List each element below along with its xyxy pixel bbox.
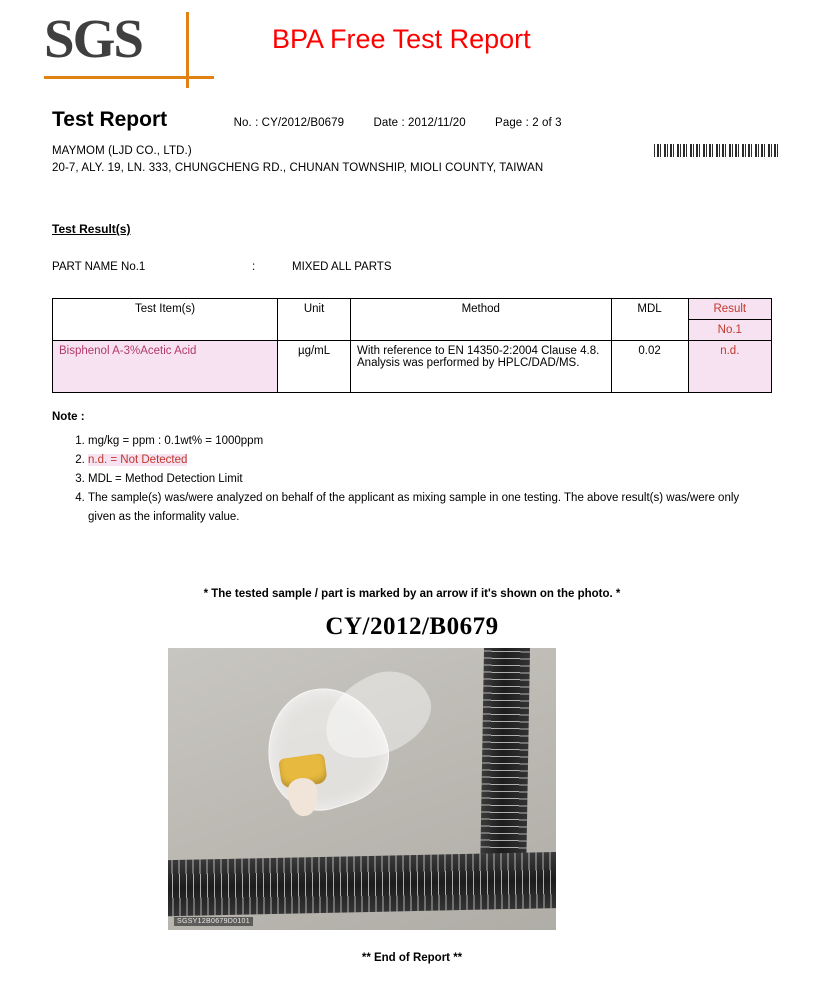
- notes-list: [66, 432, 766, 527]
- cell-test-item: Bisphenol A-3%Acetic Acid: [53, 341, 278, 393]
- note-text: MDL = Method Detection Limit: [88, 473, 243, 485]
- end-of-report: ** End of Report **: [361, 952, 463, 964]
- ruler-vertical-icon: [480, 648, 530, 884]
- client-company: MAYMOM (LJD CO., LTD.): [52, 145, 192, 157]
- banner-title: BPA Free Test Report: [272, 24, 531, 54]
- part-name-colon: :: [252, 261, 256, 273]
- note-text-highlighted: n.d. = Not Detected: [88, 454, 188, 466]
- part-name-value: MIXED ALL PARTS: [292, 261, 392, 273]
- page-header: [0, 0, 824, 92]
- list-item: [88, 432, 766, 451]
- client-address-block: [52, 143, 543, 177]
- col-header-method: Method: [351, 299, 612, 341]
- test-results-heading: Test Result(s): [52, 222, 131, 236]
- part-name-label: PART NAME No.1: [52, 261, 146, 273]
- col-subheader-result-no1: No.1: [688, 320, 771, 341]
- note-text: mg/kg = ppm : 0.1wt% = 1000ppm: [88, 435, 264, 447]
- col-header-test-item: Test Item(s): [53, 299, 278, 341]
- list-item: [88, 451, 766, 470]
- cell-method: With reference to EN 14350-2:2004 Clause 4.8. Analysis was performed by HPLC/DAD/MS.: [351, 341, 612, 393]
- col-header-result: Result: [688, 299, 771, 320]
- table-header-row: [53, 299, 772, 320]
- report-number: No. : CY/2012/B0679: [233, 117, 345, 129]
- ruler-horizontal-icon: [168, 852, 556, 917]
- logo-horizontal-bar-icon: [44, 76, 214, 79]
- part-name-row: [52, 261, 652, 273]
- photo-sample-id: CY/2012/B0679: [325, 613, 499, 640]
- sgs-logo: [44, 10, 194, 68]
- report-page: Page : 2 of 3: [495, 117, 562, 129]
- client-address: 20-7, ALY. 19, LN. 333, CHUNGCHENG RD., CHUNAN TOWNSHIP, MIOLI COUNTY, TAIWAN: [52, 162, 544, 174]
- note-text: The sample(s) was/were analyzed on behalf of the applicant as mixing sample in one testing. The above result(s) was/were only given as the informality value.: [88, 492, 740, 523]
- list-item: [88, 489, 766, 527]
- cell-unit: µg/mL: [278, 341, 351, 393]
- report-date: Date : 2012/11/20: [373, 117, 466, 129]
- page-title: Test Report: [52, 108, 168, 131]
- test-results-table: [52, 298, 772, 393]
- list-item: [88, 470, 766, 489]
- col-header-mdl: MDL: [611, 299, 688, 341]
- barcode-icon: [654, 144, 780, 157]
- cell-result: n.d.: [688, 341, 771, 393]
- table-row: [53, 341, 772, 393]
- report-title-row: [52, 108, 772, 132]
- cell-mdl: 0.02: [611, 341, 688, 393]
- report-meta: [234, 117, 588, 129]
- photo-note: * The tested sample / part is marked by an arrow if it's shown on the photo. *: [203, 588, 621, 600]
- notes-heading: Note :: [52, 411, 85, 423]
- photo-stamp-text: SGSY12B0679D0101: [174, 917, 253, 926]
- sample-photo: [168, 648, 556, 930]
- sgs-logo-text: SGS: [44, 8, 142, 69]
- col-header-unit: Unit: [278, 299, 351, 341]
